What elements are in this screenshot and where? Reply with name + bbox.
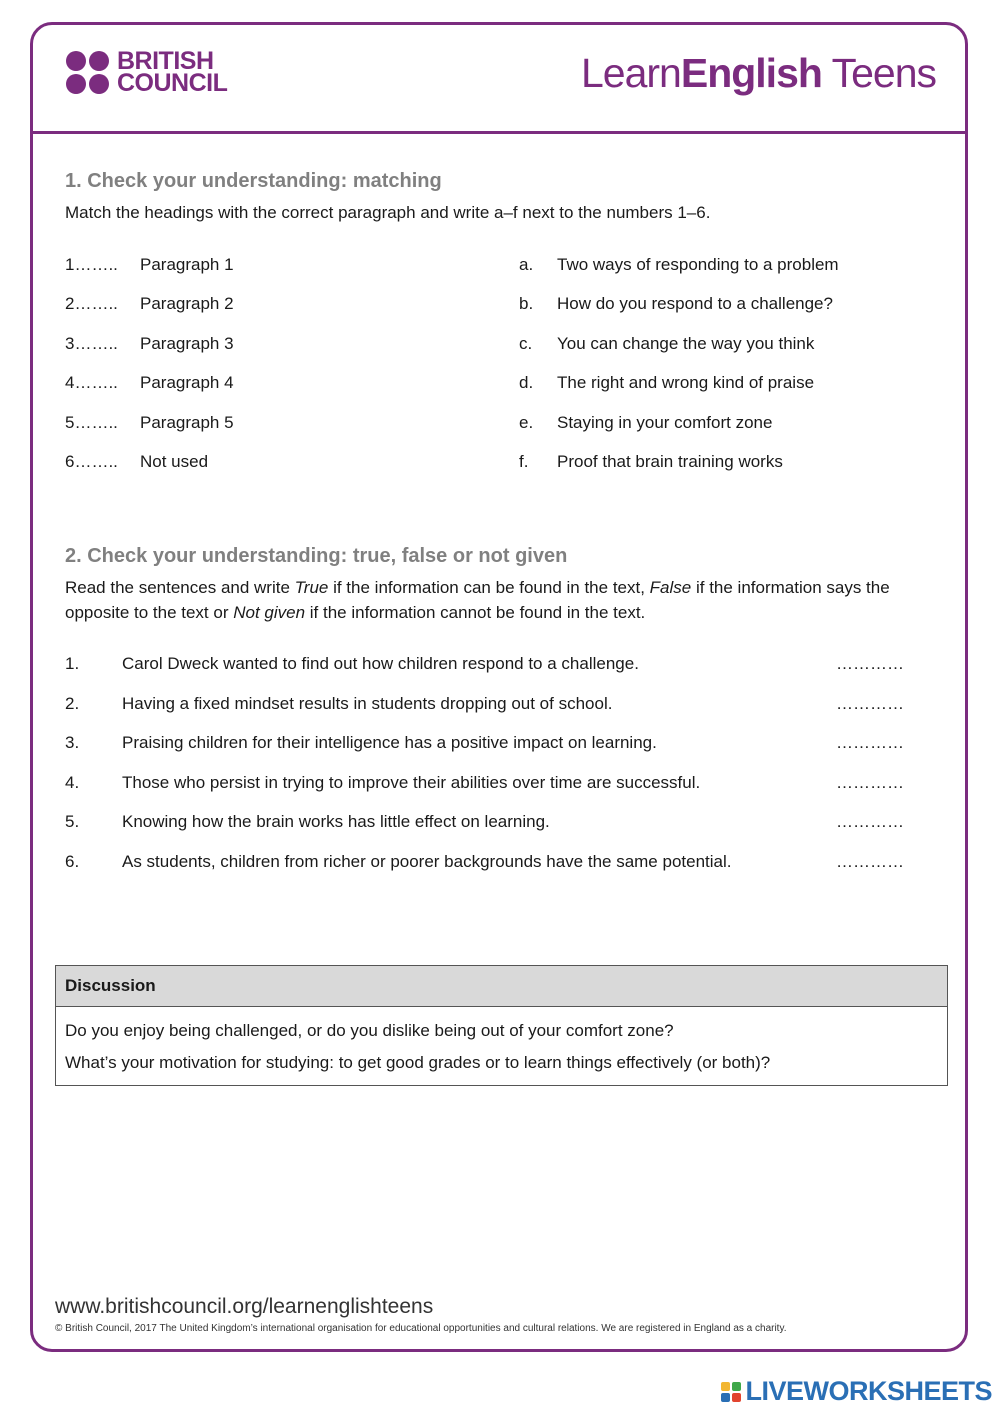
section2-instruction: Read the sentences and write True if the information can be found in the text, False if the information says the opposite to the text or Not given if the information cannot be found in the text. xyxy=(65,578,890,622)
logo-teens: Teens xyxy=(821,50,936,96)
statement-number: 5. xyxy=(65,812,80,831)
paragraph-label: Paragraph 2 xyxy=(140,294,234,313)
answer-blank-1[interactable]: 1…….. xyxy=(65,255,118,274)
footer-copyright: © British Council, 2017 The United Kingdom’s international organisation for educational opportunities and cultural relations. We are registered in England as a charity. xyxy=(55,1323,787,1334)
discussion-heading: Discussion xyxy=(56,966,947,1007)
discussion-question-2: What’s your motivation for studying: to get good grades or to learn things effectively (or both)? xyxy=(65,1053,771,1072)
answer-blank-4[interactable]: 4…….. xyxy=(65,373,118,392)
heading-letter: d. xyxy=(519,373,534,392)
discussion-box xyxy=(55,965,948,1086)
answer-blank-6[interactable]: 6…….. xyxy=(65,452,118,471)
liveworksheets-text: LIVEWORKSHEETS xyxy=(745,1376,992,1406)
logo-english: English xyxy=(680,50,822,96)
section2-title: 2. Check your understanding: true, false or not given xyxy=(65,545,568,567)
answer-blank-3[interactable]: 3…….. xyxy=(65,334,118,353)
logo-text-line-1: BRITISH xyxy=(117,47,214,75)
heading-letter: b. xyxy=(519,294,534,313)
statement-text: Those who persist in trying to improve their abilities over time are successful. xyxy=(122,773,701,792)
paragraph-label: Paragraph 4 xyxy=(140,373,234,392)
statement-text: Praising children for their intelligence has a positive impact on learning. xyxy=(122,733,657,752)
answer-blank-tf-1[interactable]: ………… xyxy=(836,654,904,673)
statement-text: As students, children from richer or poorer backgrounds have the same potential. xyxy=(122,852,732,871)
paragraph-label: Paragraph 3 xyxy=(140,334,234,353)
heading-letter: c. xyxy=(519,334,533,353)
heading-text: You can change the way you think xyxy=(557,334,815,353)
footer-url[interactable]: www.britishcouncil.org/learnenglishteens xyxy=(55,1295,434,1318)
heading-letter: f. xyxy=(519,452,529,471)
header-divider xyxy=(30,131,968,134)
answer-blank-tf-6[interactable]: ………… xyxy=(836,852,904,871)
learnenglish-teens-logo xyxy=(581,50,936,97)
heading-letter: a. xyxy=(519,255,534,274)
heading-text: How do you respond to a challenge? xyxy=(557,294,833,313)
statement-number: 2. xyxy=(65,694,80,713)
british-council-logo xyxy=(66,47,228,97)
liveworksheets-watermark[interactable] xyxy=(721,1376,992,1407)
statement-text: Carol Dweck wanted to find out how children respond to a challenge. xyxy=(122,654,639,673)
statement-number: 6. xyxy=(65,852,80,871)
statement-number: 3. xyxy=(65,733,80,752)
discussion-question-1: Do you enjoy being challenged, or do you dislike being out of your comfort zone? xyxy=(65,1021,674,1040)
section1-instruction: Match the headings with the correct paragraph and write a–f next to the numbers 1–6. xyxy=(65,203,711,222)
logo-text-line-2: COUNCIL xyxy=(117,69,228,97)
heading-text: The right and wrong kind of praise xyxy=(557,373,815,392)
answer-blank-5[interactable]: 5…….. xyxy=(65,413,118,432)
liveworksheets-icon xyxy=(721,1382,741,1402)
statement-text: Having a fixed mindset results in students dropping out of school. xyxy=(122,694,613,713)
heading-text: Proof that brain training works xyxy=(557,452,783,471)
heading-text: Staying in your comfort zone xyxy=(557,413,773,432)
answer-blank-tf-3[interactable]: ………… xyxy=(836,733,904,752)
paragraph-label: Paragraph 1 xyxy=(140,255,234,274)
heading-letter: e. xyxy=(519,413,534,432)
section1-title: 1. Check your understanding: matching xyxy=(65,170,442,192)
statement-number: 1. xyxy=(65,654,80,673)
british-council-dots-icon xyxy=(66,51,109,94)
heading-text: Two ways of responding to a problem xyxy=(557,255,839,274)
paragraph-label: Paragraph 5 xyxy=(140,413,234,432)
answer-blank-2[interactable]: 2…….. xyxy=(65,294,118,313)
answer-blank-tf-2[interactable]: ………… xyxy=(836,694,904,713)
logo-learn: Learn xyxy=(580,50,681,96)
statement-text: Knowing how the brain works has little effect on learning. xyxy=(122,812,550,831)
answer-blank-tf-5[interactable]: ………… xyxy=(836,812,904,831)
paragraph-label: Not used xyxy=(140,452,209,471)
answer-blank-tf-4[interactable]: ………… xyxy=(836,773,904,792)
statement-number: 4. xyxy=(65,773,80,792)
